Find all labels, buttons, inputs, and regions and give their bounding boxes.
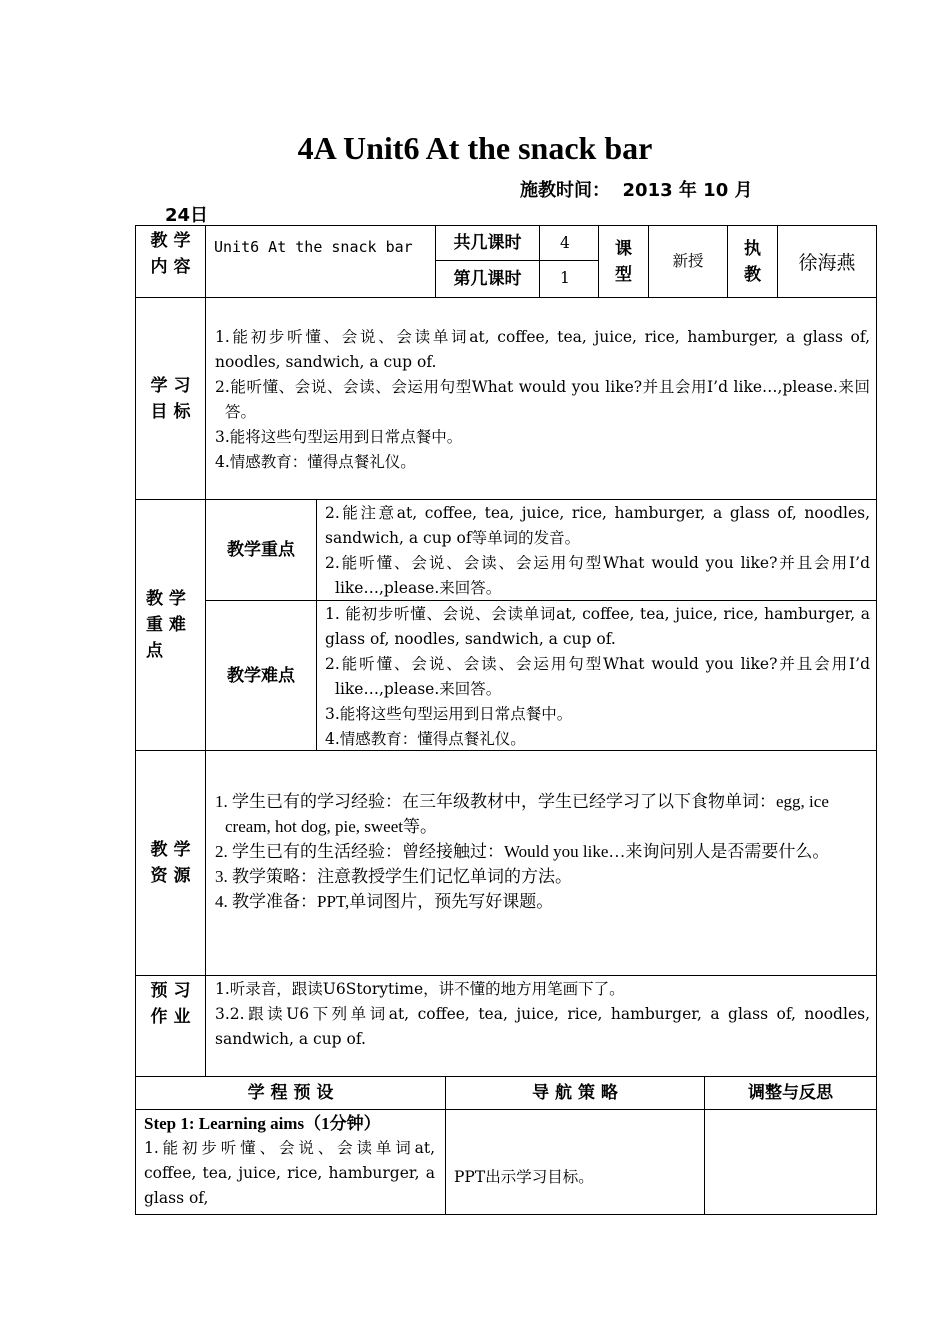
- lesson-no-label-cell: [435, 260, 540, 298]
- homework-line: 3.2.跟读U6下列单词at, coffee, tea, juice, rice, hamburger, a glass of, noodles, sandwich, a cup of.: [215, 1005, 870, 1048]
- keypoints-label-2: 重 难: [146, 615, 186, 635]
- process-col3-label: 调整与反思: [748, 1083, 833, 1103]
- goals-line: 2.能听懂、会说、会读、会运用句型What would you like?并且会用I’d like…,please.来回答。: [215, 378, 870, 421]
- goals-line: 3.能将这些句型运用到日常点餐中。: [215, 428, 463, 446]
- lesson-no-label: 第几课时: [453, 269, 522, 289]
- teacher-value-cell: [777, 225, 877, 298]
- resources-label-2: 资 源: [150, 866, 191, 886]
- teaching-date: 施教时间： 2013 年 10 月: [520, 180, 753, 201]
- lesson-no-value-cell: [539, 260, 599, 298]
- resources-line: 4. 教学准备：PPT,单词图片，预先写好课题。: [215, 892, 554, 911]
- step1-strategy: PPT出示学习目标。: [454, 1168, 594, 1186]
- type-value: 新授: [672, 252, 704, 270]
- lesson-no-value: 1: [560, 269, 570, 287]
- difficulty-label-cell: [205, 600, 317, 751]
- content-value: Unit6 At the snack bar: [214, 238, 413, 256]
- homework-label-1: 预 习: [150, 981, 191, 1001]
- type-label-cell: [598, 225, 649, 298]
- resources-content-cell: [205, 750, 877, 976]
- difficulty-line: 4.情感教育：懂得点餐礼仪。: [325, 730, 526, 748]
- resources-line: 2. 学生已有的生活经验：曾经接触过：Would you like…来询问别人是否需要什么。: [215, 842, 830, 861]
- step1-title: Step 1: Learning aims（1分钟）: [144, 1114, 381, 1133]
- step1-strategy-cell: [445, 1109, 705, 1215]
- process-col1-header: [135, 1076, 446, 1110]
- resources-line: 1. 学生已有的学习经验：在三年级教材中，学生已经学习了以下食物单词：egg, ice cream, hot dog, pie, sweet等。: [215, 792, 829, 836]
- homework-label-cell: [135, 975, 206, 1077]
- focus-content-cell: [316, 499, 877, 601]
- type-value-cell: [648, 225, 728, 298]
- content-value-cell: [205, 225, 436, 298]
- difficulty-line: 2.能听懂、会说、会读、会运用句型What would you like?并且会用I’d like…,please.来回答。: [325, 655, 870, 698]
- step1-text: 1.能初步听懂、会说、会读单词at, coffee, tea, juice, rice, hamburger, a glass of,: [144, 1139, 435, 1207]
- focus-label: 教学重点: [227, 540, 295, 560]
- focus-line: 2.能听懂、会说、会读、会运用句型What would you like?并且会用I’d like…,please.来回答。: [325, 554, 870, 597]
- goals-label-1: 学 习: [150, 375, 191, 396]
- process-col3-header: [704, 1076, 877, 1110]
- difficulty-content-cell: [316, 600, 877, 751]
- homework-label-2: 作 业: [150, 1007, 191, 1027]
- keypoints-label-cell: [135, 499, 206, 751]
- resources-label-cell: [135, 750, 206, 976]
- goals-label-2: 目 标: [150, 401, 191, 422]
- homework-line: 1.听录音，跟读U6Storytime，讲不懂的地方用笔画下了。: [215, 980, 625, 998]
- teacher-label-cell: [727, 225, 778, 298]
- total-lessons-label: 共几课时: [453, 233, 522, 253]
- resources-line: 3. 教学策略：注意教授学生们记忆单词的方法。: [215, 867, 572, 886]
- keypoints-label-1: 教 学: [146, 589, 186, 609]
- process-col2-label: 导 航 策 略: [532, 1083, 618, 1103]
- process-col2-header: [445, 1076, 705, 1110]
- type-label: 课型: [615, 238, 632, 285]
- homework-content-cell: [205, 975, 877, 1077]
- keypoints-label-3: 点: [146, 641, 163, 661]
- focus-line: 2.能注意at, coffee, tea, juice, rice, hamburger, a glass of, noodles, sandwich, a cup of等单词的发音。: [325, 504, 870, 547]
- process-col1-label: 学 程 预 设: [247, 1083, 334, 1103]
- total-lessons-label-cell: [435, 225, 540, 261]
- page-title: 4A Unit6 At the snack bar: [297, 130, 653, 166]
- step1-reflection-cell: [704, 1109, 877, 1215]
- goals-line: 1.能初步听懂、会说、会读单词at, coffee, tea, juice, rice, hamburger, a glass of, noodles, sandwich, a cup of.: [215, 328, 870, 371]
- total-lessons-value-cell: [539, 225, 599, 261]
- goals-label-cell: [135, 297, 206, 500]
- total-lessons-value: 4: [560, 234, 570, 252]
- resources-label-1: 教 学: [150, 840, 191, 860]
- difficulty-label: 教学难点: [227, 665, 295, 686]
- goals-content-cell: [205, 297, 877, 500]
- content-label: 教 学 内 容: [150, 231, 191, 277]
- difficulty-line: 1. 能初步听懂、会说、会读单词at, coffee, tea, juice, rice, hamburger, a glass of, noodles, sandwich, a cup of.: [325, 605, 870, 648]
- teacher-value: 徐海燕: [798, 252, 856, 274]
- difficulty-line: 3.能将这些句型运用到日常点餐中。: [325, 705, 573, 723]
- teacher-label: 执教: [744, 238, 761, 285]
- focus-label-cell: [205, 499, 317, 601]
- goals-line: 4.情感教育：懂得点餐礼仪。: [215, 453, 416, 471]
- content-label-cell: [135, 225, 206, 298]
- step1-content-cell: [135, 1109, 446, 1215]
- teaching-date-day: 24日: [165, 205, 209, 226]
